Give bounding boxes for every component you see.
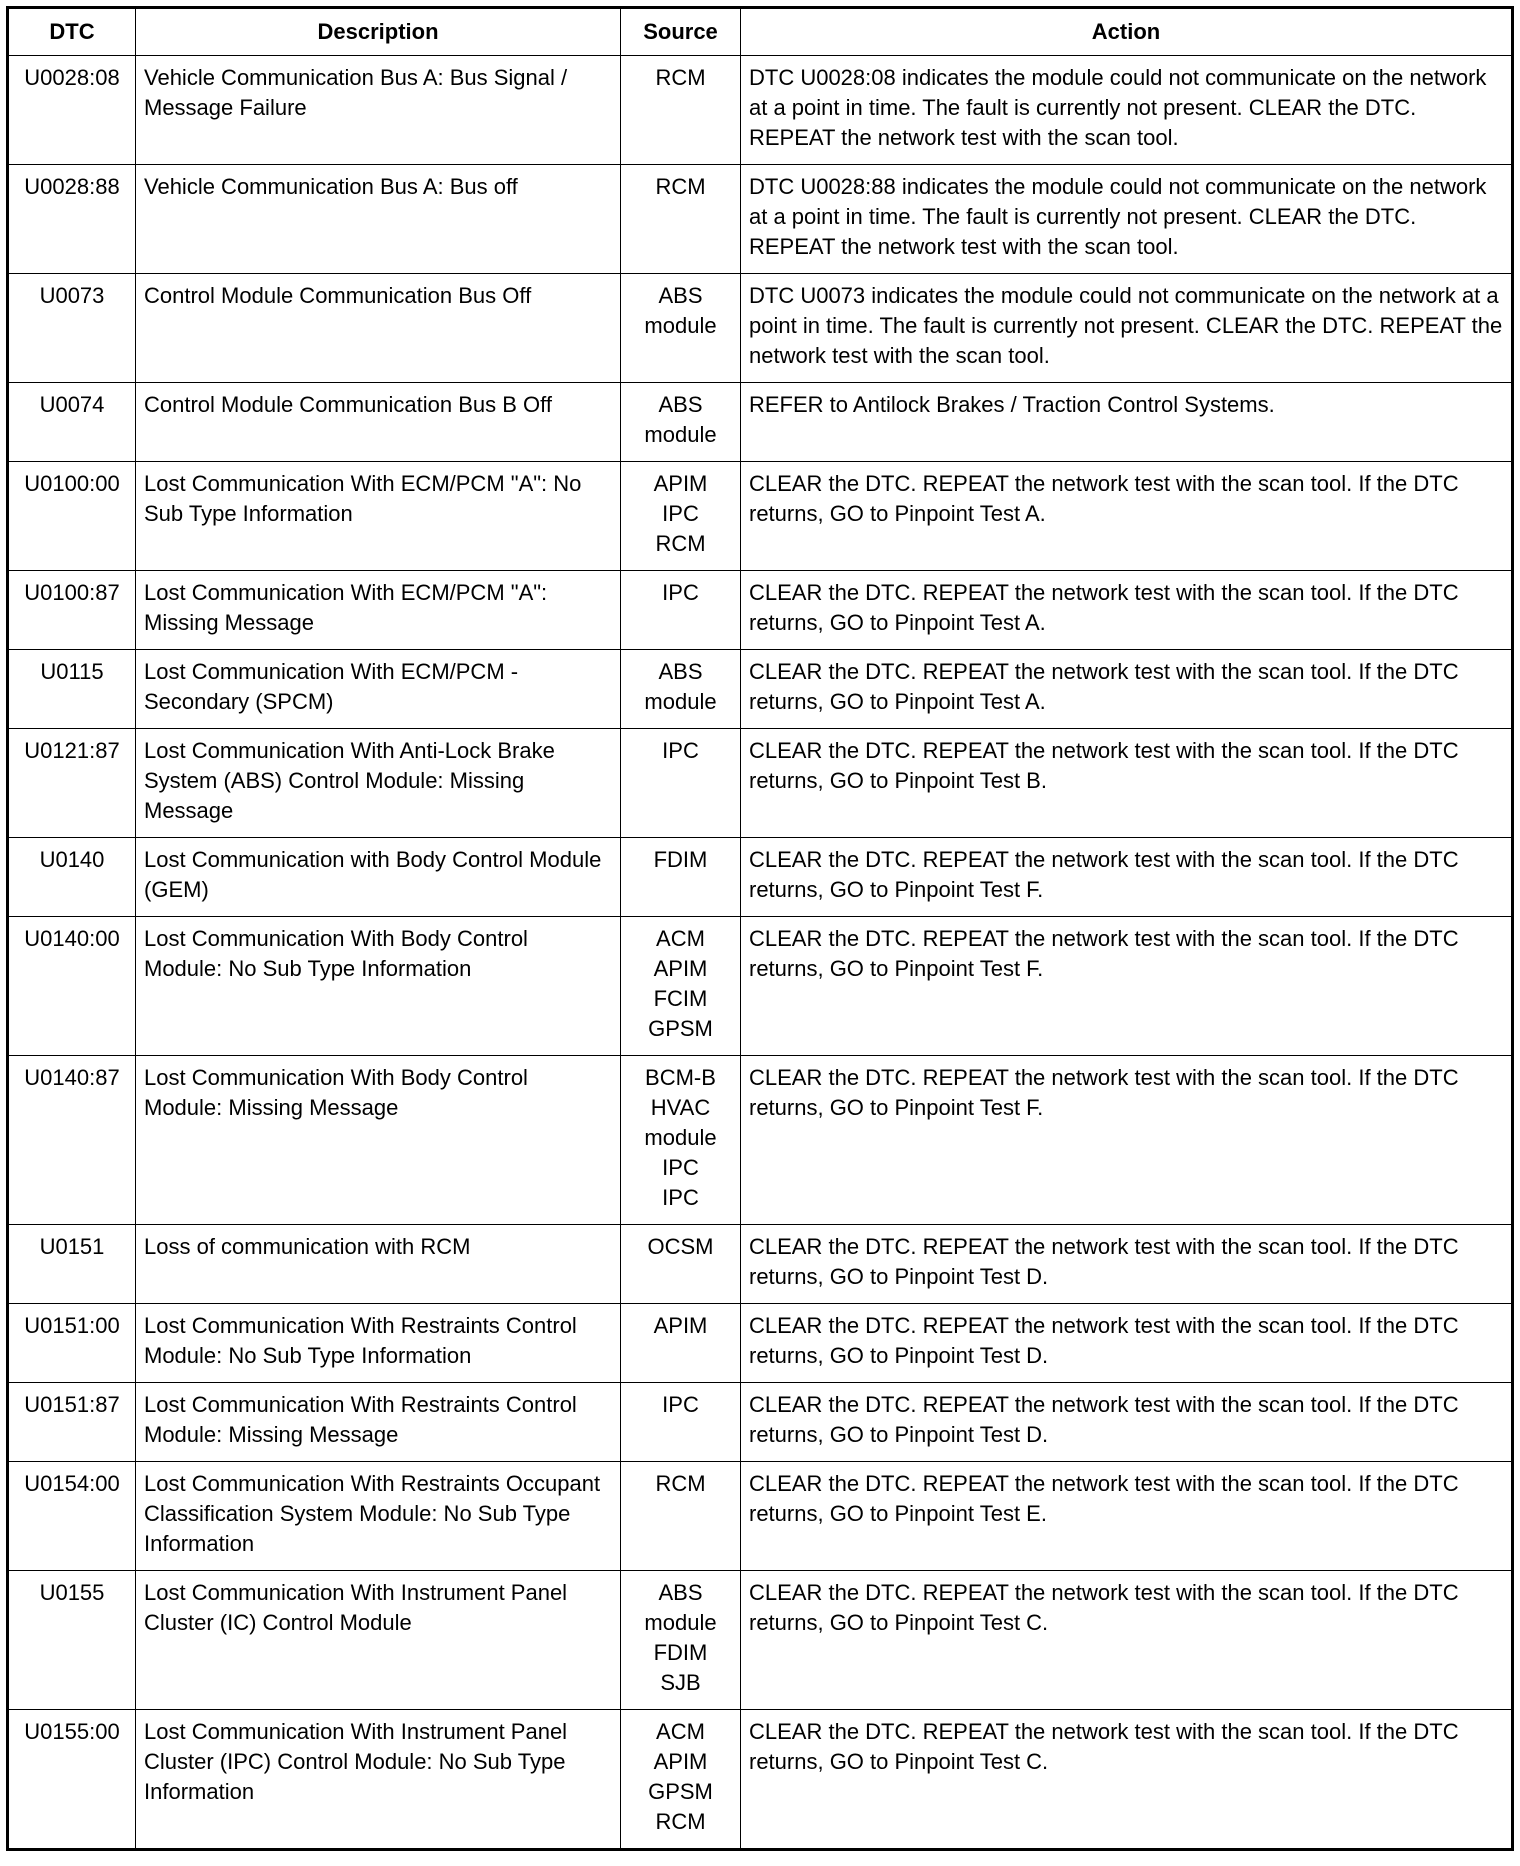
table-row <box>8 1225 1513 1304</box>
description-cell: Lost Communication With ECM/PCM "A": Missing Message <box>136 571 621 650</box>
action-cell: CLEAR the DTC. REPEAT the network test with the scan tool. If the DTC returns, GO to Pinpoint Test A. <box>741 462 1513 571</box>
source-cell <box>621 462 741 571</box>
description-cell: Lost Communication With Anti-Lock Brake System (ABS) Control Module: Missing Message <box>136 729 621 838</box>
dtc-cell: U0121:87 <box>8 729 136 838</box>
source-module: IPC <box>662 580 699 605</box>
action-cell: CLEAR the DTC. REPEAT the network test with the scan tool. If the DTC returns, GO to Pinpoint Test D. <box>741 1225 1513 1304</box>
action-cell: CLEAR the DTC. REPEAT the network test with the scan tool. If the DTC returns, GO to Pinpoint Test D. <box>741 1304 1513 1383</box>
action-cell: CLEAR the DTC. REPEAT the network test with the scan tool. If the DTC returns, GO to Pinpoint Test A. <box>741 571 1513 650</box>
dtc-cell: U0151 <box>8 1225 136 1304</box>
dtc-table <box>6 6 1514 1851</box>
table-row <box>8 383 1513 462</box>
description-cell: Lost Communication With Restraints Occupant Classification System Module: No Sub Type Information <box>136 1462 621 1571</box>
description-cell: Lost Communication With Body Control Module: Missing Message <box>136 1056 621 1225</box>
source-module: RCM <box>655 1471 706 1496</box>
dtc-cell: U0100:87 <box>8 571 136 650</box>
source-module: OCSM <box>647 1234 714 1259</box>
table-row <box>8 1304 1513 1383</box>
source-cell <box>621 274 741 383</box>
source-module: SJB <box>660 1670 701 1695</box>
source-module: RCM <box>655 531 706 556</box>
dtc-cell: U0100:00 <box>8 462 136 571</box>
source-module: RCM <box>655 1809 706 1834</box>
source-cell <box>621 165 741 274</box>
action-cell: CLEAR the DTC. REPEAT the network test with the scan tool. If the DTC returns, GO to Pinpoint Test E. <box>741 1462 1513 1571</box>
action-cell: DTC U0073 indicates the module could not communicate on the network at a point in time. The fault is currently not present. CLEAR the DTC. REPEAT the network test with the scan tool. <box>741 274 1513 383</box>
source-cell <box>621 1710 741 1850</box>
dtc-cell: U0115 <box>8 650 136 729</box>
dtc-cell: U0154:00 <box>8 1462 136 1571</box>
description-cell: Lost Communication With ECM/PCM "A": No Sub Type Information <box>136 462 621 571</box>
header-row <box>8 8 1513 56</box>
table-row <box>8 917 1513 1056</box>
source-cell <box>621 1383 741 1462</box>
header-dtc: DTC <box>8 8 136 56</box>
source-module: APIM <box>653 1749 708 1774</box>
source-cell <box>621 571 741 650</box>
source-cell <box>621 729 741 838</box>
action-cell: DTC U0028:08 indicates the module could not communicate on the network at a point in time. The fault is currently not present. CLEAR the DTC. REPEAT the network test with the scan tool. <box>741 56 1513 165</box>
source-cell <box>621 917 741 1056</box>
dtc-cell: U0074 <box>8 383 136 462</box>
action-cell: CLEAR the DTC. REPEAT the network test with the scan tool. If the DTC returns, GO to Pinpoint Test B. <box>741 729 1513 838</box>
dtc-cell: U0140:87 <box>8 1056 136 1225</box>
source-cell <box>621 1462 741 1571</box>
source-module: ABS module <box>644 283 717 338</box>
description-cell: Lost Communication With Instrument Panel Cluster (IPC) Control Module: No Sub Type Information <box>136 1710 621 1850</box>
table-row <box>8 838 1513 917</box>
description-cell: Lost Communication With Instrument Panel Cluster (IC) Control Module <box>136 1571 621 1710</box>
source-cell <box>621 838 741 917</box>
action-cell: CLEAR the DTC. REPEAT the network test with the scan tool. If the DTC returns, GO to Pinpoint Test D. <box>741 1383 1513 1462</box>
source-module: ABS module <box>644 659 717 714</box>
action-cell: REFER to Antilock Brakes / Traction Control Systems. <box>741 383 1513 462</box>
description-cell: Lost Communication With Restraints Control Module: No Sub Type Information <box>136 1304 621 1383</box>
source-module: IPC <box>662 1185 699 1210</box>
table-row <box>8 1383 1513 1462</box>
description-cell: Lost Communication With Body Control Module: No Sub Type Information <box>136 917 621 1056</box>
header-source: Source <box>621 8 741 56</box>
dtc-cell: U0140 <box>8 838 136 917</box>
dtc-cell: U0151:00 <box>8 1304 136 1383</box>
source-module: ABS module <box>644 392 717 447</box>
description-cell: Vehicle Communication Bus A: Bus Signal / Message Failure <box>136 56 621 165</box>
source-cell <box>621 56 741 165</box>
description-cell: Lost Communication With ECM/PCM - Secondary (SPCM) <box>136 650 621 729</box>
table-row <box>8 1462 1513 1571</box>
source-cell <box>621 1571 741 1710</box>
table-row <box>8 729 1513 838</box>
source-module: RCM <box>655 174 706 199</box>
table-row <box>8 571 1513 650</box>
table-row <box>8 462 1513 571</box>
source-module: IPC <box>662 501 699 526</box>
description-cell: Control Module Communication Bus B Off <box>136 383 621 462</box>
table-row <box>8 1571 1513 1710</box>
description-cell: Lost Communication With Restraints Control Module: Missing Message <box>136 1383 621 1462</box>
header-description: Description <box>136 8 621 56</box>
table-row <box>8 1056 1513 1225</box>
dtc-cell: U0028:08 <box>8 56 136 165</box>
source-module: APIM <box>653 956 708 981</box>
source-module: IPC <box>662 1155 699 1180</box>
source-module: IPC <box>662 738 699 763</box>
source-cell <box>621 650 741 729</box>
source-cell <box>621 1304 741 1383</box>
source-cell <box>621 1056 741 1225</box>
dtc-cell: U0155 <box>8 1571 136 1710</box>
table-row <box>8 1710 1513 1850</box>
action-cell: CLEAR the DTC. REPEAT the network test with the scan tool. If the DTC returns, GO to Pinpoint Test C. <box>741 1571 1513 1710</box>
table-row <box>8 56 1513 165</box>
table-row <box>8 274 1513 383</box>
source-module: APIM <box>653 1313 708 1338</box>
description-cell: Control Module Communication Bus Off <box>136 274 621 383</box>
action-cell: CLEAR the DTC. REPEAT the network test with the scan tool. If the DTC returns, GO to Pinpoint Test F. <box>741 838 1513 917</box>
source-module: RCM <box>655 65 706 90</box>
dtc-cell: U0028:88 <box>8 165 136 274</box>
source-module: BCM-B <box>645 1065 716 1090</box>
source-cell <box>621 1225 741 1304</box>
source-module: FDIM <box>653 847 708 872</box>
table-body <box>8 56 1513 1850</box>
header-action: Action <box>741 8 1513 56</box>
source-module: GPSM <box>648 1016 713 1041</box>
dtc-cell: U0155:00 <box>8 1710 136 1850</box>
description-cell: Loss of communication with RCM <box>136 1225 621 1304</box>
dtc-cell: U0073 <box>8 274 136 383</box>
action-cell: CLEAR the DTC. REPEAT the network test with the scan tool. If the DTC returns, GO to Pinpoint Test F. <box>741 1056 1513 1225</box>
action-cell: CLEAR the DTC. REPEAT the network test with the scan tool. If the DTC returns, GO to Pinpoint Test A. <box>741 650 1513 729</box>
source-module: IPC <box>662 1392 699 1417</box>
table-row <box>8 650 1513 729</box>
action-cell: CLEAR the DTC. REPEAT the network test with the scan tool. If the DTC returns, GO to Pinpoint Test F. <box>741 917 1513 1056</box>
table-row <box>8 165 1513 274</box>
dtc-cell: U0151:87 <box>8 1383 136 1462</box>
source-module: FCIM <box>653 986 708 1011</box>
source-module: FDIM <box>653 1640 708 1665</box>
source-module: APIM <box>653 471 708 496</box>
source-module: ACM <box>656 1719 705 1744</box>
dtc-cell: U0140:00 <box>8 917 136 1056</box>
source-module: GPSM <box>648 1779 713 1804</box>
source-module: ACM <box>656 926 705 951</box>
action-cell: DTC U0028:88 indicates the module could not communicate on the network at a point in time. The fault is currently not present. CLEAR the DTC. REPEAT the network test with the scan tool. <box>741 165 1513 274</box>
description-cell: Lost Communication with Body Control Module (GEM) <box>136 838 621 917</box>
source-module: HVAC module <box>644 1095 717 1150</box>
action-cell: CLEAR the DTC. REPEAT the network test with the scan tool. If the DTC returns, GO to Pinpoint Test C. <box>741 1710 1513 1850</box>
source-cell <box>621 383 741 462</box>
source-module: ABS module <box>644 1580 717 1635</box>
description-cell: Vehicle Communication Bus A: Bus off <box>136 165 621 274</box>
